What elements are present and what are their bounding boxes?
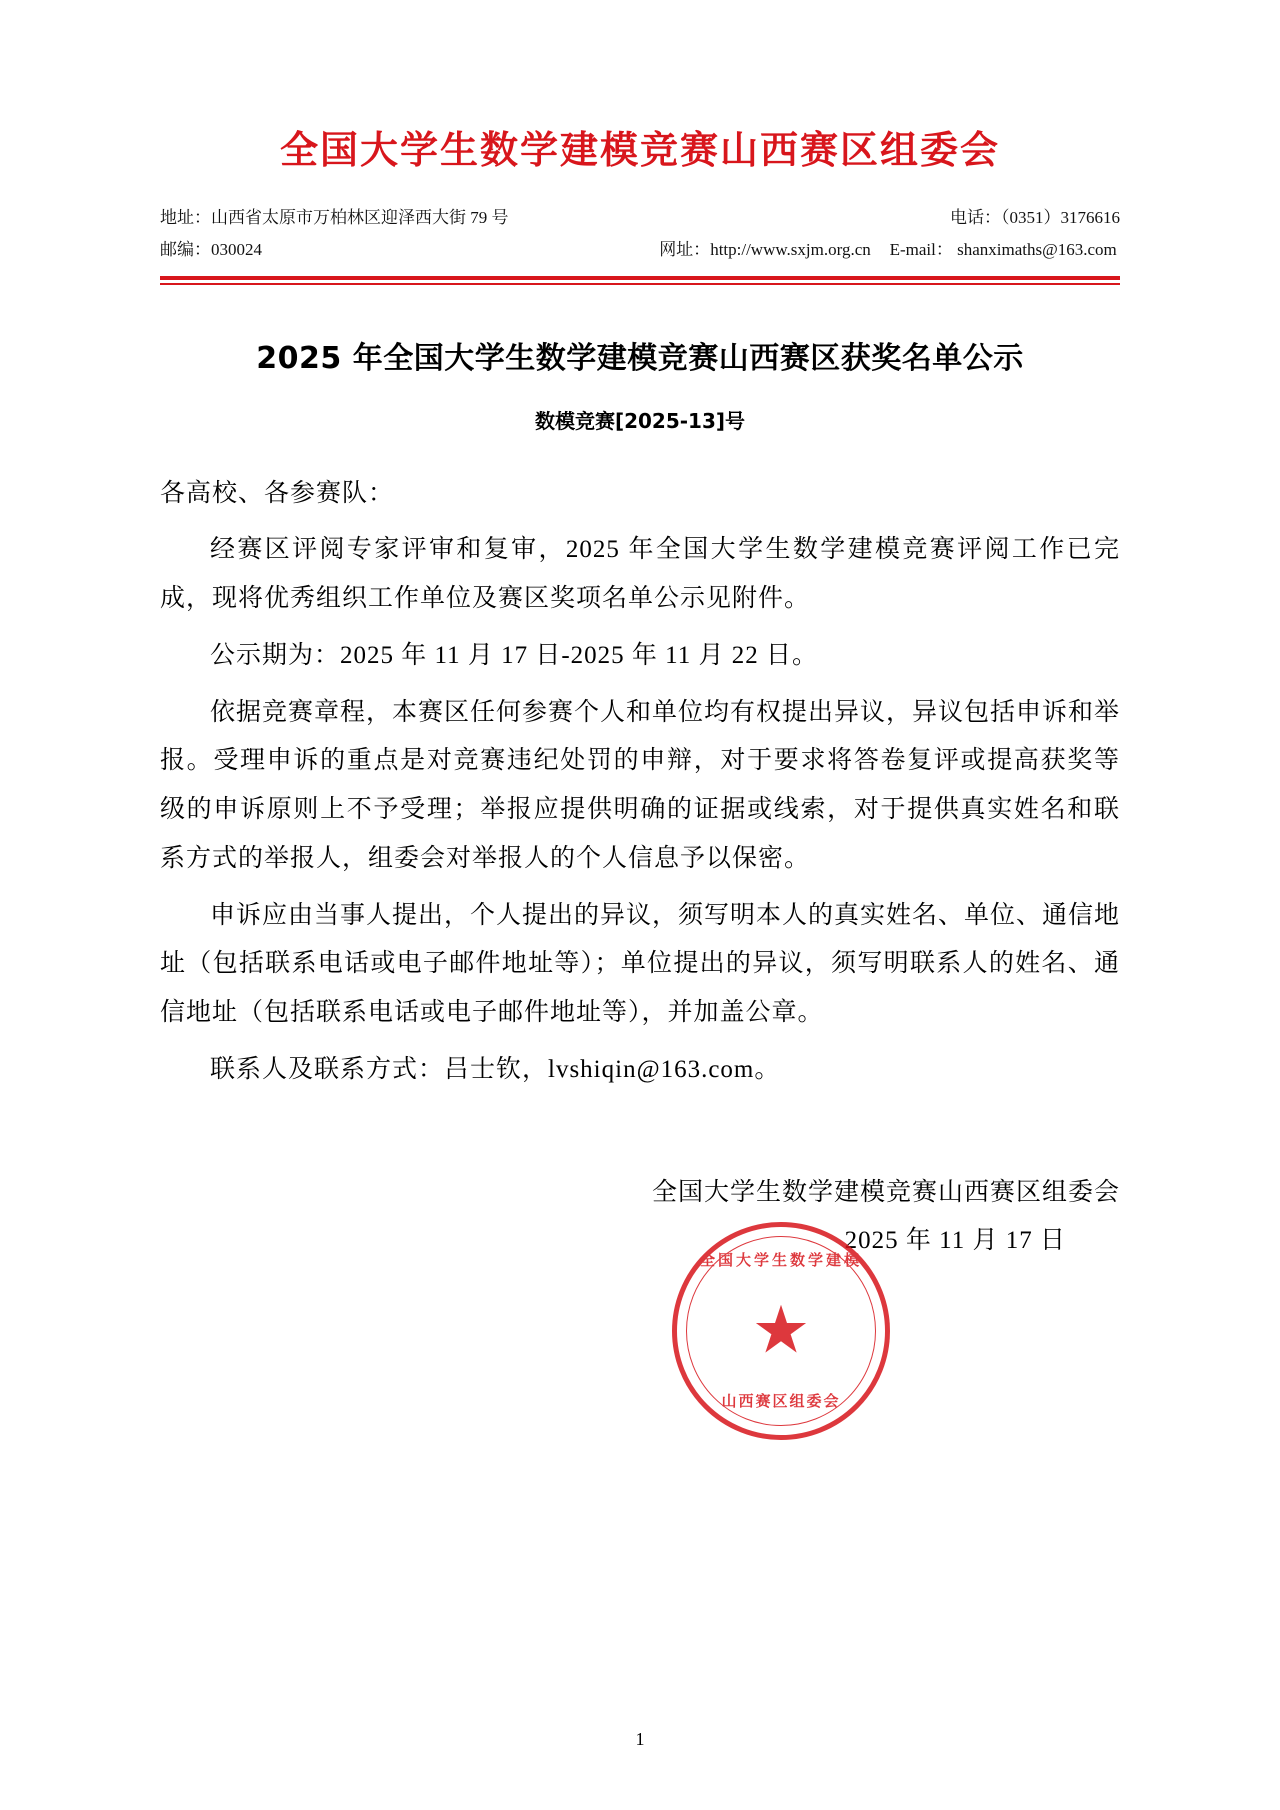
phone-value: （0351）3176616 xyxy=(1000,207,1120,227)
body-paragraph-2: 公示期为：2025 年 11 月 17 日-2025 年 11 月 22 日。 xyxy=(210,641,818,669)
star-icon: ★ xyxy=(754,1301,808,1361)
salutation: 各高校、各参赛队： xyxy=(160,479,395,507)
letterhead-organization-title: 全国大学生数学建模竞赛山西赛区组委会 xyxy=(279,128,1000,172)
body-paragraph-1: 经赛区评阅专家评审和复审，2025 年全国大学生数学建模竞赛评阅工作已完成，现将优秀组织工作单位及赛区奖项名单公示见附件。 xyxy=(160,536,1120,613)
postcode-label: 邮编： xyxy=(160,239,211,259)
document-number: 数模竞赛[2025-13]号 xyxy=(534,408,746,433)
body-paragraph-3: 依据竞赛章程，本赛区任何参赛个人和单位均有权提出异议，异议包括申诉和举报。受理申诉的重点是对竞赛违纪处罚的申辩，对于要求将答卷复评或提高获奖等级的申诉原则上不予受理；举报应提供明确的证据或线索，对于提供真实姓名和联系方式的举报人，组委会对举报人的个人信息予以保密。 xyxy=(160,698,1121,872)
document-title: 2025 年全国大学生数学建模竞赛山西赛区获奖名单公示 xyxy=(256,340,1024,376)
body-paragraph-4: 申诉应由当事人提出，个人提出的异议，须写明本人的真实姓名、单位、通信地址（包括联系电话或电子邮件地址等）；单位提出的异议，须写明联系人的姓名、通信地址（包括联系电话或电子邮件地址等），并加盖公章。 xyxy=(160,901,1121,1027)
address-label: 地址： xyxy=(160,207,211,227)
letterhead-contact-info xyxy=(160,202,1120,267)
letterhead-divider-thin xyxy=(160,283,1120,285)
signature-date: 2025 年 11 月 17 日 xyxy=(844,1227,1066,1255)
seal-bottom-text: 山西赛区组委会 xyxy=(721,1392,841,1410)
website-value[interactable]: http://www.sxjm.org.cn xyxy=(710,239,871,259)
letterhead-address xyxy=(160,202,659,234)
signature-block xyxy=(160,1169,1120,1267)
website-label: 网址： xyxy=(659,239,711,259)
letterhead-divider-thick xyxy=(160,276,1120,280)
letterhead-website xyxy=(659,234,889,266)
letterhead-phone xyxy=(659,202,1120,234)
letterhead-row-address-phone xyxy=(160,202,1120,234)
letterhead xyxy=(160,0,1120,285)
body-paragraph-5: 联系人及联系方式：吕士钦，lvshiqin@163.com。 xyxy=(210,1055,781,1083)
phone-label: 电话： xyxy=(949,207,1001,227)
page-number: 1 xyxy=(635,1729,645,1749)
email-value[interactable]: shanximaths@163.com xyxy=(957,239,1117,259)
signature-organization: 全国大学生数学建模竞赛山西赛区组委会 xyxy=(651,1178,1120,1206)
letterhead-row-postcode-web-email xyxy=(160,234,1120,266)
postcode-value: 030024 xyxy=(211,239,262,259)
address-value: 山西省太原市万柏林区迎泽西大街 79 号 xyxy=(211,207,509,227)
letterhead-email xyxy=(890,234,1120,266)
seal-top-text: 全国大学生数学建模 xyxy=(699,1251,862,1269)
letterhead-postcode xyxy=(160,234,659,266)
email-label: E-mail： xyxy=(889,239,953,259)
